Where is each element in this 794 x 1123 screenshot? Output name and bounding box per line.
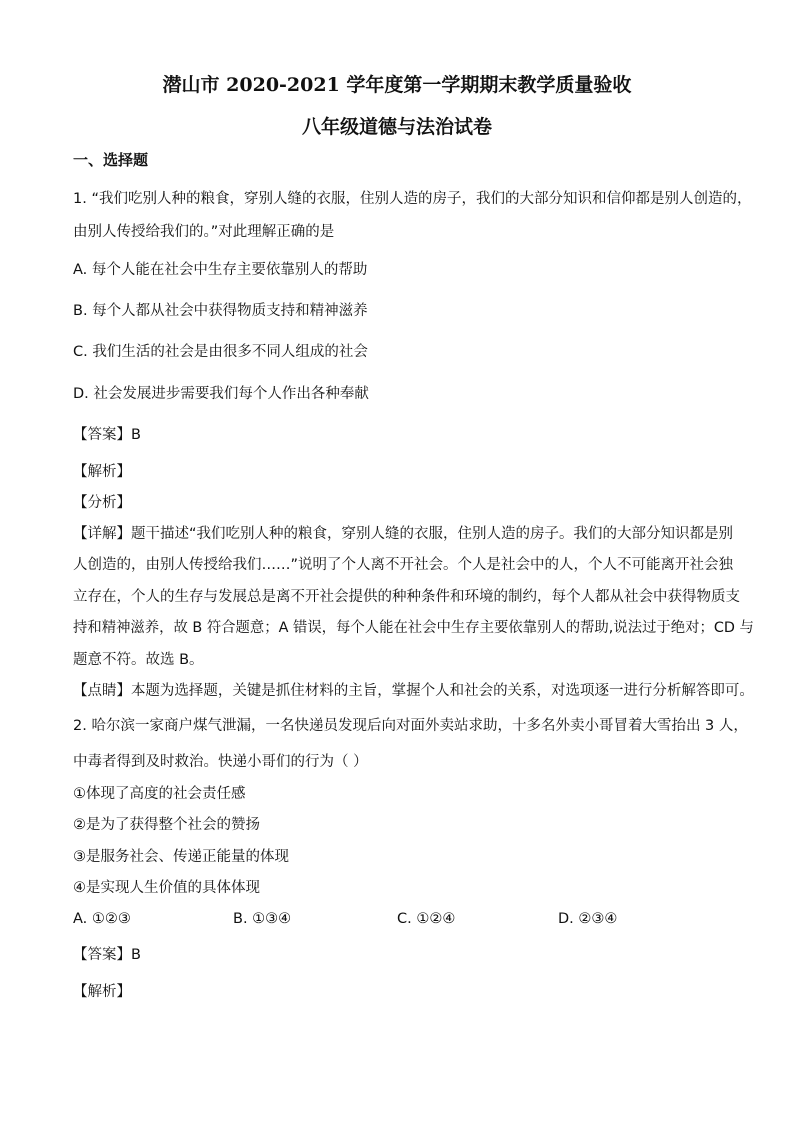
q2-stem-line2: 中毒者得到及时救治。快递小哥们的行为（ ） [73, 754, 368, 770]
q2-item-4: ④是实现人生价值的具体体现 [73, 880, 260, 896]
q2-stem-line1: 2. 哈尔滨一家商户煤气泄漏，一名快递员发现后向对面外卖站求助，十多名外卖小哥冒着大雪抬出 3 人， [73, 718, 748, 734]
q1-option-b: B. 每个人都从社会中获得物质支持和精神滋养 [73, 303, 368, 319]
q1-detail-line3: 立存在，个人的生存与发展总是离不开社会提供的种种条件和环境的制约，每个人都从社会中获得物质支 [73, 589, 740, 605]
q1-answer: 【答案】B [73, 427, 141, 443]
q2-choice-c: C. ①②④ [397, 911, 456, 927]
q2-choices-row [73, 909, 723, 929]
q1-detail-line4: 持和精神滋养，故 B 符合题意；A 错误，每个人能在社会中生存主要依靠别人的帮助,说法过于绝对；CD 与 [73, 620, 754, 636]
q2-choice-b: B. ①③④ [233, 911, 292, 927]
q1-fenxi-label: 【分析】 [73, 495, 131, 511]
q2-item-3: ③是服务社会、传递正能量的体现 [73, 849, 289, 865]
q1-detail-line5: 题意不符。故选 B。 [73, 652, 204, 668]
q2-item-1: ①体现了高度的社会责任感 [73, 786, 246, 802]
q2-analysis-label: 【解析】 [73, 984, 131, 1000]
q1-detail-line2: 人创造的，由别人传授给我们……”说明了个人离不开社会。个人是社会中的人，个人不可能离开社会独 [73, 557, 734, 573]
q1-stem-line2: 由别人传授给我们的。”对此理解正确的是 [73, 224, 335, 240]
q1-stem-line1: 1. “我们吃别人种的粮食，穿别人缝的衣服，住别人造的房子，我们的大部分知识和信仰都是别人创造的， [73, 191, 752, 207]
section-heading: 一、选择题 [73, 151, 149, 169]
q1-comment: 【点睛】本题为选择题，关键是抓住材料的主旨，掌握个人和社会的关系，对选项逐一进行分析解答即可。 [73, 683, 754, 699]
q1-detail-line1: 【详解】题干描述“我们吃别人种的粮食，穿别人缝的衣服，住别人造的房子。我们的大部分知识都是别 [73, 526, 734, 542]
q1-option-a: A. 每个人能在社会中生存主要依靠别人的帮助 [73, 262, 368, 278]
q1-analysis-label: 【解析】 [73, 464, 131, 480]
q2-answer: 【答案】B [73, 947, 141, 963]
q2-item-2: ②是为了获得整个社会的赞扬 [73, 817, 260, 833]
q2-choice-a: A. ①②③ [73, 911, 131, 927]
exam-title: 潜山市 2020-2021 学年度第一学期期末教学质量验收 [162, 74, 632, 96]
q1-option-d: D. 社会发展进步需要我们每个人作出各种奉献 [73, 386, 369, 402]
q1-option-c: C. 我们生活的社会是由很多不同人组成的社会 [73, 344, 368, 360]
exam-subtitle: 八年级道德与法治试卷 [301, 116, 492, 138]
q2-choice-d: D. ②③④ [558, 911, 618, 927]
